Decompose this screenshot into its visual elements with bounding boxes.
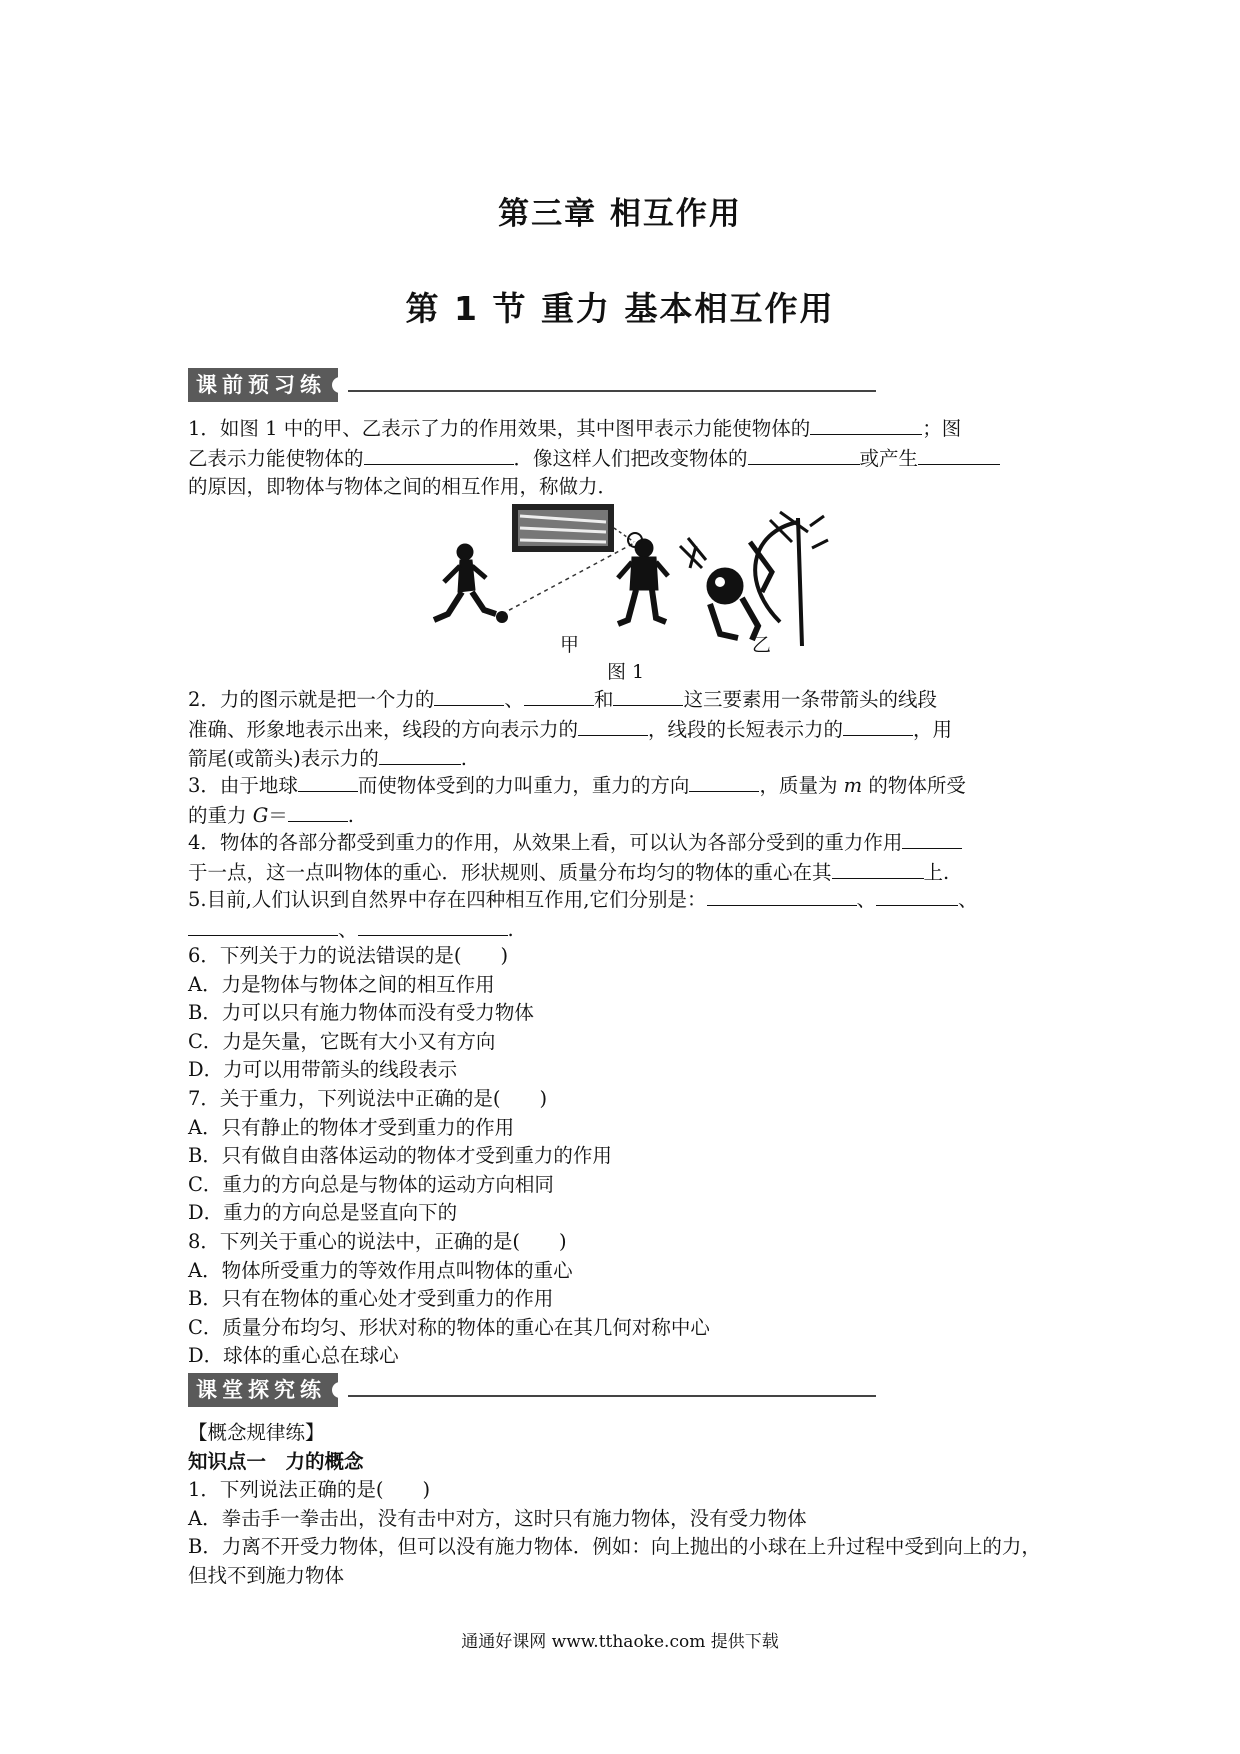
answer-blank bbox=[188, 915, 338, 936]
question-7 bbox=[188, 1085, 1060, 1228]
answer-blank bbox=[613, 685, 683, 706]
ball-path bbox=[502, 542, 636, 614]
bow-figure bbox=[680, 512, 828, 646]
answer-blank bbox=[524, 685, 594, 706]
figure-1-illustration bbox=[420, 502, 840, 652]
part2-stem: 1．下列说法正确的是( ) bbox=[188, 1478, 431, 1502]
q2-text: ，线段的长短表示力的 bbox=[648, 717, 844, 741]
answer-blank bbox=[748, 444, 860, 465]
q5-text: 5.目前,人们认识到自然界中存在四种相互作用,它们分别是： bbox=[188, 888, 707, 911]
answer-blank bbox=[578, 715, 648, 736]
q3-text: 而使物体受到的力叫重力，重力的方向 bbox=[357, 774, 690, 797]
q6-option-b: B．力可以只有施力物体而没有受力物体 bbox=[188, 1001, 534, 1025]
banner-label: 课前预习练 bbox=[188, 368, 338, 402]
q5-text: 、 bbox=[958, 888, 978, 911]
q3-text: ＝ bbox=[268, 803, 288, 827]
answer-blank bbox=[364, 444, 514, 465]
q1-text: 1．如图 1 中的甲、乙表示了力的作用效果，其中图甲表示力能使物体的 bbox=[188, 417, 811, 440]
q1-text: 的原因，即物体与物体之间的相互作用，称做力． bbox=[188, 475, 618, 499]
banner-dot bbox=[332, 377, 348, 393]
kicker-figure bbox=[434, 544, 496, 620]
answer-blank bbox=[379, 744, 461, 765]
q3-text: ，质量为 bbox=[759, 774, 844, 797]
banner-dot bbox=[332, 1382, 348, 1398]
banner-rule bbox=[348, 390, 876, 392]
catcher-figure bbox=[618, 533, 668, 624]
q5-text: . bbox=[507, 917, 514, 941]
q7-option-d: D．重力的方向总是竖直向下的 bbox=[188, 1201, 458, 1225]
question-4 bbox=[188, 828, 1060, 887]
section-title: 第 1 节 重力 基本相互作用 bbox=[405, 289, 835, 328]
chapter-title: 第三章 相互作用 bbox=[498, 196, 742, 232]
answer-blank bbox=[810, 414, 922, 435]
question-1 bbox=[188, 414, 1060, 502]
answer-blank bbox=[298, 771, 358, 792]
answer-blank bbox=[918, 444, 1000, 465]
q1-text: ．像这样人们把改变物体的 bbox=[513, 446, 748, 470]
q6-stem: 6．下列关于力的说法错误的是( ) bbox=[188, 944, 509, 967]
q7-option-a: A．只有静止的物体才受到重力的作用 bbox=[188, 1115, 515, 1139]
part2-option-a: A．拳击手一拳击出，没有击中对方，这时只有施力物体，没有受力物体 bbox=[188, 1506, 807, 1530]
gravity-symbol: G bbox=[252, 803, 269, 827]
q5-text: 、 bbox=[338, 917, 358, 941]
q1-text: 乙表示力能使物体的 bbox=[188, 446, 364, 470]
q2-text: 2．力的图示就是把一个力的 bbox=[188, 688, 435, 711]
question-3 bbox=[188, 771, 1060, 830]
q3-text: 的重力 bbox=[188, 803, 253, 827]
q2-text: 和 bbox=[593, 688, 614, 711]
q7-option-c: C．重力的方向总是与物体的运动方向相同 bbox=[188, 1172, 554, 1196]
q4-text: 上. bbox=[923, 860, 950, 884]
q8-option-b: B．只有在物体的重心处才受到重力的作用 bbox=[188, 1287, 554, 1311]
q7-stem: 7．关于重力，下列说法中正确的是( ) bbox=[188, 1087, 548, 1110]
q4-text: 于一点，这一点叫物体的重心．形状规则、质量分布均匀的物体的重心在其 bbox=[188, 860, 832, 884]
answer-blank bbox=[288, 801, 348, 822]
question-8 bbox=[188, 1228, 1060, 1371]
q8-option-c: C．质量分布均匀、形状对称的物体的重心在其几何对称中心 bbox=[188, 1315, 710, 1339]
figure-label-yi: 乙 bbox=[752, 634, 772, 656]
q8-stem: 8．下列关于重心的说法中，正确的是( ) bbox=[188, 1230, 567, 1253]
q1-text: 或产生 bbox=[859, 446, 919, 470]
q5-text: 、 bbox=[856, 888, 877, 911]
q2-text: 、 bbox=[504, 688, 524, 711]
q2-text: 准确、形象地表示出来，线段的方向表示力的 bbox=[188, 717, 579, 741]
figure-label-jia: 甲 bbox=[560, 634, 580, 656]
q2-text: 这三要素用一条带箭头的线段 bbox=[683, 688, 937, 711]
answer-blank bbox=[689, 771, 759, 792]
knowledge-point: 知识点一 力的概念 bbox=[188, 1449, 364, 1473]
question-2 bbox=[188, 685, 1060, 774]
question-6 bbox=[188, 942, 1060, 1085]
footer-source: 通通好课网 www.tthaoke.com 提供下载 bbox=[461, 1632, 779, 1652]
q1-text: ；图 bbox=[922, 417, 962, 440]
answer-blank bbox=[707, 885, 857, 906]
q7-option-b: B．只有做自由落体运动的物体才受到重力的作用 bbox=[188, 1144, 612, 1168]
q3-text: . bbox=[347, 803, 354, 827]
mass-symbol: m bbox=[843, 774, 863, 797]
q8-option-d: D．球体的重心总在球心 bbox=[188, 1344, 399, 1368]
q6-option-a: A．力是物体与物体之间的相互作用 bbox=[188, 972, 495, 996]
q2-text: ，用 bbox=[913, 717, 953, 741]
q8-option-a: A．物体所受重力的等效作用点叫物体的重心 bbox=[188, 1258, 573, 1282]
banner-label: 课堂探究练 bbox=[188, 1373, 338, 1407]
part2-block bbox=[188, 1419, 1060, 1591]
q3-text: 3．由于地球 bbox=[188, 774, 298, 797]
q4-text: 4．物体的各部分都受到重力的作用，从效果上看，可以认为各部分受到的重力作用 bbox=[188, 831, 903, 854]
q6-option-c: C．力是矢量，它既有大小又有方向 bbox=[188, 1029, 496, 1053]
answer-blank bbox=[902, 828, 962, 849]
answer-blank bbox=[876, 885, 958, 906]
question-5 bbox=[188, 885, 1060, 944]
part2-option-b: B．力离不开受力物体，但可以没有施力物体．例如：向上抛出的小球在上升过程中受到向上的力，但找不到施力物体 bbox=[188, 1535, 1041, 1587]
answer-blank bbox=[832, 858, 924, 879]
q2-text: 箭尾(或箭头)表示力的 bbox=[188, 747, 379, 771]
q3-text: 的物体所受 bbox=[862, 774, 966, 797]
part2-heading: 【概念规律练】 bbox=[188, 1421, 325, 1444]
q2-text: . bbox=[460, 747, 467, 771]
answer-blank bbox=[434, 685, 504, 706]
soccer-ball bbox=[496, 611, 508, 623]
answer-blank bbox=[358, 915, 508, 936]
q6-option-d: D．力可以用带箭头的线段表示 bbox=[188, 1058, 458, 1082]
figure-caption: 图 1 bbox=[607, 661, 645, 683]
banner-rule bbox=[348, 1395, 876, 1397]
answer-blank bbox=[843, 715, 913, 736]
